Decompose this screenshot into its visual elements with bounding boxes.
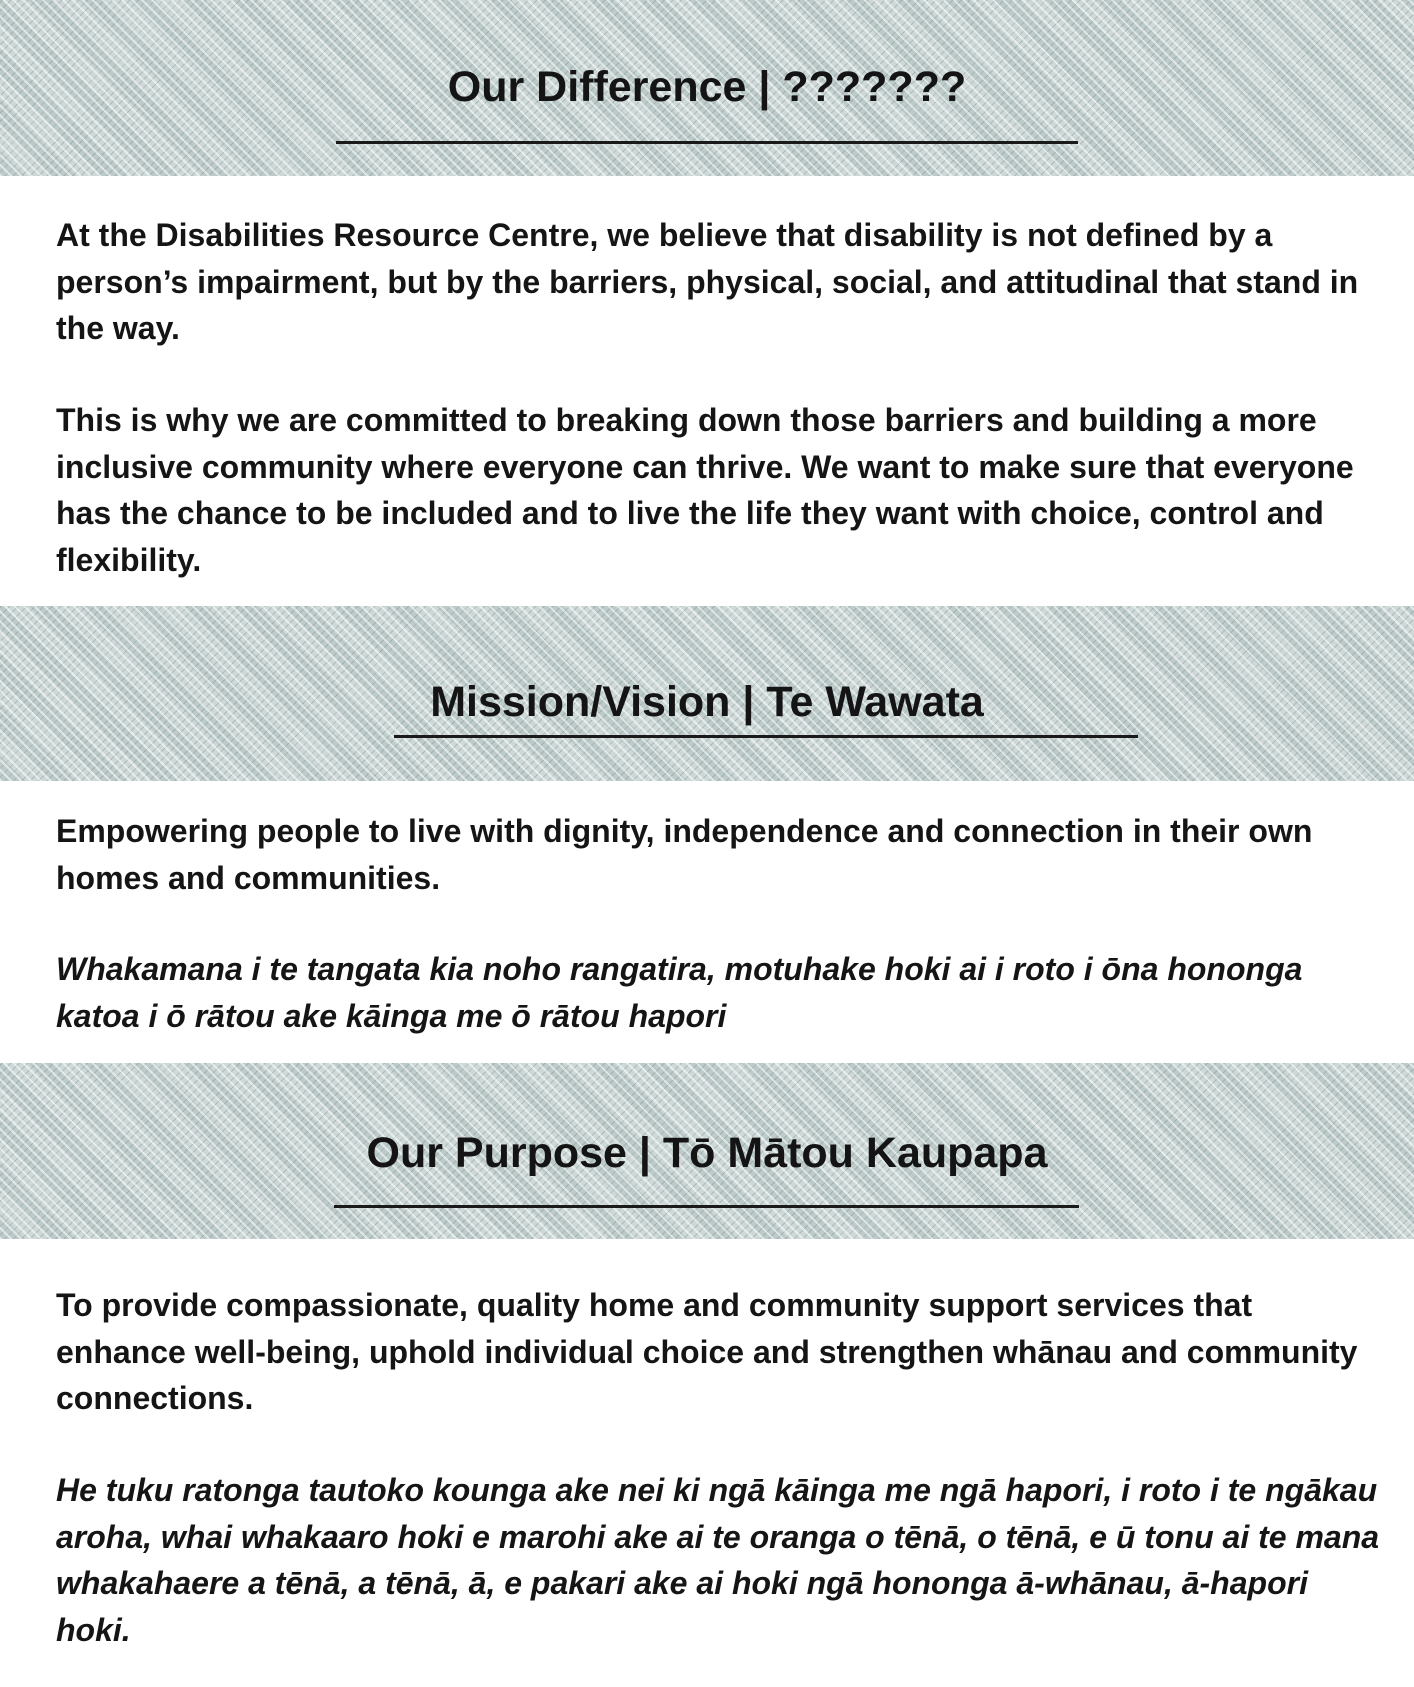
paragraph-purpose-english: To provide compassionate, quality home and community support services that enhance well-being, uphold individual choice and strengthen whānau and community connections. <box>56 1287 1358 1416</box>
heading-underline <box>336 141 1078 144</box>
paragraph-mission-english: Empowering people to live with dignity, independence and connection in their own homes and communities. <box>56 813 1313 896</box>
paragraph-purpose-maori: He tuku ratonga tautoko kounga ake nei ki ngā kāinga me ngā hapori, i roto i te ngākau aroha, whai whakaaro hoki e marohi ake ai te oranga o tēnā, o tēnā, e ū tonu ai te mana whakahaere a tēnā, a tēnā, ā, e pakari ake ai hoki ngā hononga ā-whānau, ā-hapori hoki. <box>56 1472 1380 1648</box>
paragraph-our-difference-1: At the Disabilities Resource Centre, we believe that disability is not defined by a person’s impairment, but by the barriers, physical, social, and attitudinal that stand in the way. <box>56 217 1359 346</box>
heading-underline <box>334 1205 1079 1208</box>
heading-underline <box>394 735 1138 738</box>
paragraph-mission-maori: Whakamana i te tangata kia noho rangatira, motuhake hoki ai i roto i ōna hononga katoa i ō rātou ake kāinga me ō rātou hapori <box>56 951 1303 1034</box>
section-heading-our-purpose: Our Purpose | Tō Mātou Kaupapa <box>366 1129 1048 1177</box>
section-heading-our-difference: Our Difference | ??????? <box>447 63 967 111</box>
paragraph-our-difference-2: This is why we are committed to breaking down those barriers and building a more inclusive community where everyone can thrive. We want to make sure that everyone has the chance to be included and to live the life they want with choice, control and flexibility. <box>56 402 1354 578</box>
section-heading-mission-vision: Mission/Vision | Te Wawata <box>430 678 984 726</box>
